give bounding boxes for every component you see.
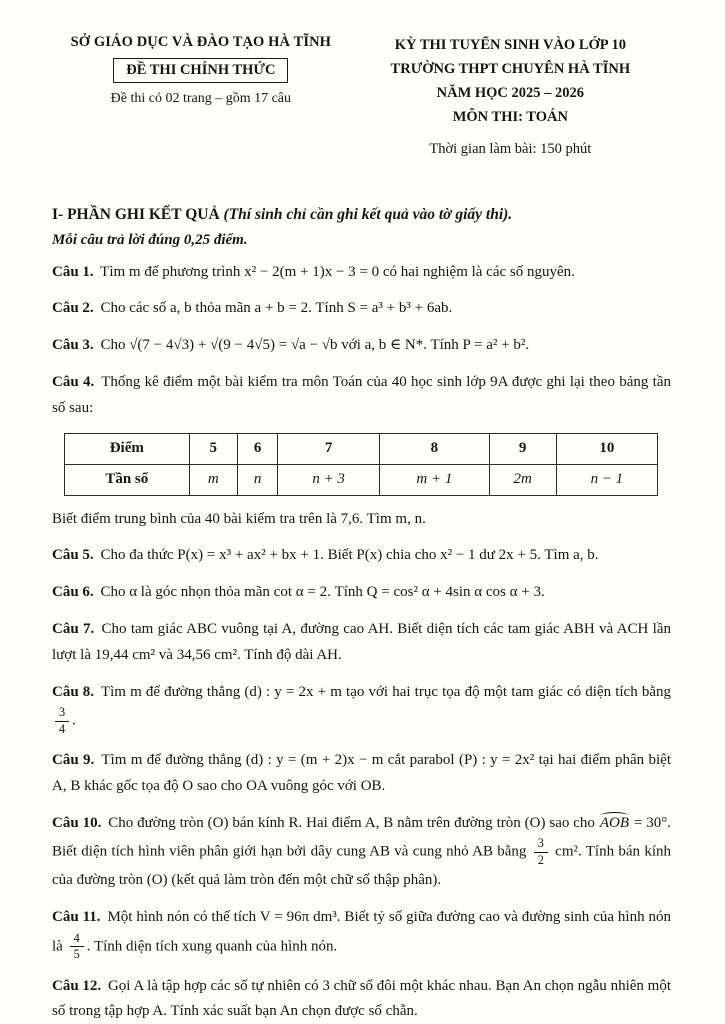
school-name: TRƯỜNG THPT CHUYÊN HÀ TĨNH <box>390 60 631 77</box>
department-name: SỞ GIÁO DỤC VÀ ĐÀO TẠO HÀ TĨNH <box>70 34 332 50</box>
question-5-label: Câu 5. <box>52 547 94 564</box>
table-cell: 5 <box>189 433 237 464</box>
question-3 <box>52 333 671 359</box>
header-left <box>52 34 350 107</box>
table-cell: 9 <box>489 433 556 464</box>
question-12-text: Gọi A là tập hợp các số tự nhiên có 3 chữ số đôi một khác nhau. Bạn An chọn ngẫu nhiên một số trong tập hợp A. Tính xác suất bạn An chọn được số chẵn. <box>52 977 671 1020</box>
fraction-three-halves <box>534 836 548 868</box>
question-11 <box>52 905 671 963</box>
fraction-four-fifths <box>70 931 84 963</box>
table-cell: 7 <box>278 433 380 464</box>
table-cell: m <box>189 464 237 495</box>
question-8-text-after: . <box>72 712 76 729</box>
school-year: NĂM HỌC 2025 – 2026 <box>436 84 585 101</box>
question-5-text: Cho đa thức P(x) = x³ + ax² + bx + 1. Biết P(x) chia cho x² − 1 dư 2x + 5. Tìm a, b. <box>100 547 599 564</box>
table-cell: 10 <box>556 433 658 464</box>
question-1 <box>52 260 671 286</box>
section-title <box>52 206 671 224</box>
question-4-text-after: Biết điểm trung bình của 40 bài kiểm tra trên là 7,6. Tìm m, n. <box>52 510 426 527</box>
question-7-label: Câu 7. <box>52 620 95 637</box>
question-4-followup <box>52 507 671 533</box>
question-6-label: Câu 6. <box>52 584 94 601</box>
frequency-table-score-row <box>65 433 658 464</box>
question-4-label: Câu 4. <box>52 374 95 390</box>
question-7 <box>52 617 671 669</box>
question-9-label: Câu 9. <box>52 752 95 769</box>
exam-name: KỲ THI TUYỂN SINH VÀO LỚP 10 <box>394 37 626 53</box>
table-cell: 6 <box>238 433 278 464</box>
question-7-text: Cho tam giác ABC vuông tại A, đường cao AH. Biết diện tích các tam giác ABH và ACH lần lượt là 19,44 cm² và 34,56 cm². Tính độ dài AH. <box>52 620 671 663</box>
official-exam-badge-wrap <box>52 58 350 91</box>
header-right <box>350 34 671 162</box>
question-10-text-1: Cho đường tròn (O) bán kính R. Hai điểm A, B nằm trên đường tròn (O) sao cho <box>108 814 595 831</box>
fraction-numerator: 4 <box>70 931 84 947</box>
question-12-label: Câu 12. <box>52 977 102 994</box>
table-cell: n − 1 <box>556 464 658 495</box>
question-6-text: Cho α là góc nhọn thỏa mãn cot α = 2. Tính Q = cos² α + 4sin α cos α + 3. <box>100 584 545 601</box>
table-cell: Tần số <box>65 464 190 495</box>
question-10-text-3: cm². Tính bán kính của đường tròn (O) (kết quả làm tròn đến một chữ số thập phân). <box>52 843 671 889</box>
exam-duration: Thời gian làm bài: 150 phút <box>429 140 592 157</box>
section-title-note: (Thí sinh chỉ cần ghi kết quả vào tờ giấy thi). <box>223 205 513 223</box>
fraction-numerator: 3 <box>55 705 69 721</box>
question-8 <box>52 680 671 738</box>
fraction-denominator: 4 <box>59 721 66 736</box>
question-1-label: Câu 1. <box>52 263 94 280</box>
section-subtitle: Mỗi câu trả lời đúng 0,25 điểm. <box>52 231 248 248</box>
question-5 <box>52 543 671 569</box>
question-12 <box>52 974 671 1024</box>
table-cell: n <box>238 464 278 495</box>
subject-name: MÔN THI: TOÁN <box>452 108 568 125</box>
fraction-denominator: 5 <box>73 947 80 962</box>
angle-AOB-notation: AOB <box>599 814 629 831</box>
question-2 <box>52 296 671 322</box>
question-11-text: Một hình nón có thể tích V = 96π dm³. Biết tỷ số giữa đường cao và đường sinh của hình nón là <box>52 909 671 955</box>
question-2-text: Cho các số a, b thỏa mãn a + b = 2. Tính S = a³ + b³ + 6ab. <box>100 300 453 317</box>
question-11-label: Câu 11. <box>52 909 101 925</box>
question-10-text-2: = 30°. Biết diện tích hình viên phân giới hạn bởi dây cung AB và cung nhỏ AB bằng <box>52 814 672 860</box>
frequency-table <box>64 433 658 496</box>
question-10-label: Câu 10. <box>52 814 102 831</box>
exam-header <box>52 34 671 162</box>
question-8-text: Tìm m để đường thẳng (d) : y = 2x + m tạo với hai trục tọa độ một tam giác có diện tích bằng <box>100 683 671 700</box>
question-6 <box>52 580 671 606</box>
question-8-label: Câu 8. <box>52 683 95 700</box>
fraction-numerator: 3 <box>534 836 548 852</box>
fraction-denominator: 2 <box>537 852 544 867</box>
question-9-text: Tìm m để đường thẳng (d) : y = (m + 2)x − m cắt parabol (P) : y = 2x² tại hai điểm phân biệt A, B khác gốc tọa độ O sao cho OA vuông góc với OB. <box>52 752 671 794</box>
question-11-text-after: . Tính diện tích xung quanh của hình nón. <box>86 938 338 955</box>
table-cell: m + 1 <box>379 464 489 495</box>
question-9 <box>52 748 671 800</box>
question-2-label: Câu 2. <box>52 300 94 317</box>
table-cell: 8 <box>379 433 489 464</box>
question-4 <box>52 370 671 422</box>
table-cell: Điểm <box>65 433 190 464</box>
fraction-three-fourths <box>55 705 69 737</box>
question-3-text: Cho √(7 − 4√3) + √(9 − 4√5) = √a − √b với a, b ∈ N*. Tính P = a² + b². <box>100 337 530 354</box>
table-cell: n + 3 <box>278 464 380 495</box>
question-10 <box>52 811 671 894</box>
question-1-text: Tìm m để phương trình x² − 2(m + 1)x − 3 = 0 có hai nghiệm là các số nguyên. <box>100 263 575 280</box>
section-title-text: I- PHẦN GHI KẾT QUẢ <box>52 205 220 223</box>
question-4-text: Thống kê điểm một bài kiểm tra môn Toán của 40 học sinh lớp 9A được ghi lại theo bảng tần số sau: <box>52 374 671 416</box>
pages-note: Đề thi có 02 trang – gồm 17 câu <box>110 91 292 106</box>
table-cell: 2m <box>489 464 556 495</box>
official-exam-badge: ĐỀ THI CHÍNH THỨC <box>113 58 288 83</box>
frequency-table-count-row <box>65 464 658 495</box>
question-3-label: Câu 3. <box>52 337 94 354</box>
